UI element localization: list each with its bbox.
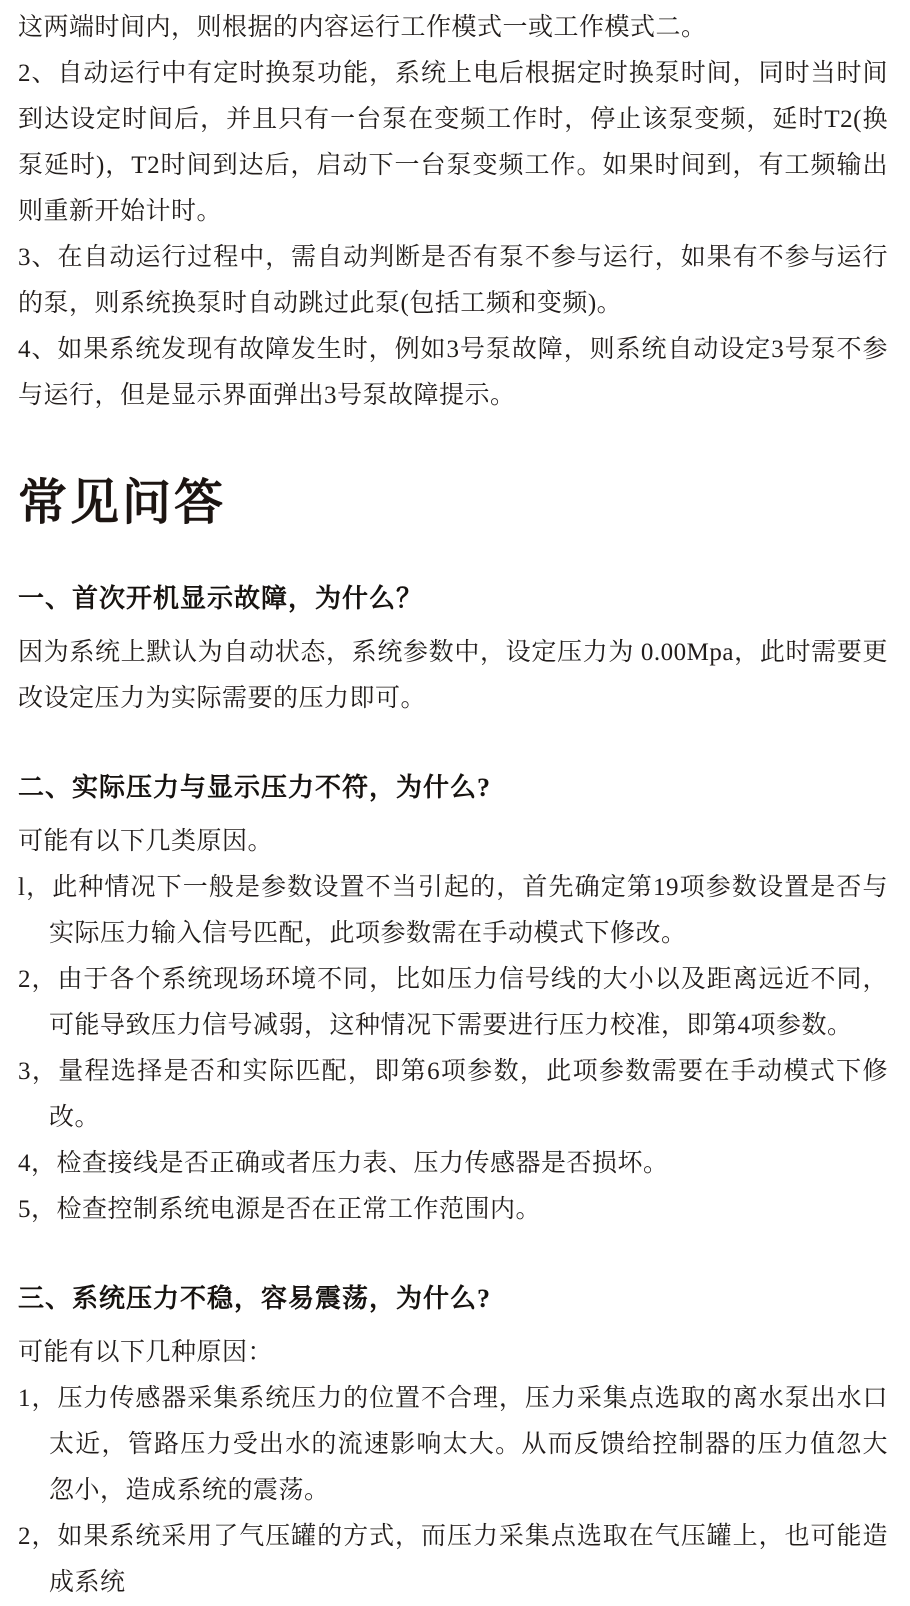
answer-list-item: l，此种情况下一般是参数设置不当引起的，首先确定第19项参数设置是否与实际压力输入信号匹配，此项参数需在手动模式下修改。 — [18, 874, 888, 947]
answer-intro: 可能有以下几种原因： — [18, 1339, 274, 1366]
answer-list-item: 1，压力传感器采集系统压力的位置不合理，压力采集点选取的离水泵出水口太近，管路压力受出水的流速影响太大。从而反馈给控制器的压力值忽大忽小，造成系统的震荡。 — [18, 1385, 888, 1504]
answer-list-item: 4，检查接线是否正确或者压力表、压力传感器是否损坏。 — [18, 1150, 669, 1177]
intro-paragraph: 3、在自动运行过程中，需自动判断是否有泵不参与运行，如果有不参与运行的泵，则系统换泵时自动跳过此泵(包括工频和变频)。 — [18, 244, 888, 317]
question-1-heading: 一、首次开机显示故障，为什么？ — [18, 584, 424, 613]
faq-section-title: 常见问答 — [18, 475, 227, 530]
answer-intro: 可能有以下几类原因。 — [18, 828, 274, 855]
faq-question-2 — [18, 770, 888, 1233]
intro-paragraph: 4、如果系统发现有故障发生时，例如3号泵故障，则系统自动设定3号泵不参与运行，但是显示界面弹出3号泵故障提示。 — [18, 336, 888, 409]
answer-list-item: 2，由于各个系统现场环境不同，比如压力信号线的大小以及距离远近不同，可能导致压力信号减弱，这种情况下需要进行压力校准，即第4项参数。 — [18, 966, 888, 1039]
intro-paragraph: 2、自动运行中有定时换泵功能，系统上电后根据定时换泵时间，同时当时间到达设定时间后，并且只有一台泵在变频工作时，停止该泵变频，延时T2(换泵延时)，T2时间到达后，启动下一台泵变频工作。如果时间到，有工频输出则重新开始计时。 — [18, 60, 888, 225]
question-1-answer — [18, 630, 888, 722]
faq-question-1 — [18, 581, 888, 722]
intro-paragraph: 这两端时间内，则根据的内容运行工作模式一或工作模式二。 — [18, 14, 707, 41]
question-2-heading: 二、实际压力与显示压力不符，为什么? — [18, 773, 492, 802]
faq-question-3 — [18, 1281, 888, 1606]
question-3-answer — [18, 1330, 888, 1606]
answer-list-item: 5，检查控制系统电源是否在正常工作范围内。 — [18, 1196, 542, 1223]
answer-list-item: 3，量程选择是否和实际匹配，即第6项参数，此项参数需要在手动模式下修改。 — [18, 1058, 888, 1131]
answer-paragraph: 因为系统上默认为自动状态，系统参数中，设定压力为 0.00Mpa，此时需要更改设定压力为实际需要的压力即可。 — [18, 639, 888, 712]
auto-run-notes-section — [18, 5, 888, 419]
question-2-answer — [18, 819, 888, 1233]
question-3-heading: 三、系统压力不稳，容易震荡，为什么? — [18, 1284, 492, 1313]
answer-list-item: 2，如果系统采用了气压罐的方式，而压力采集点选取在气压罐上，也可能造成系统 — [18, 1523, 888, 1596]
